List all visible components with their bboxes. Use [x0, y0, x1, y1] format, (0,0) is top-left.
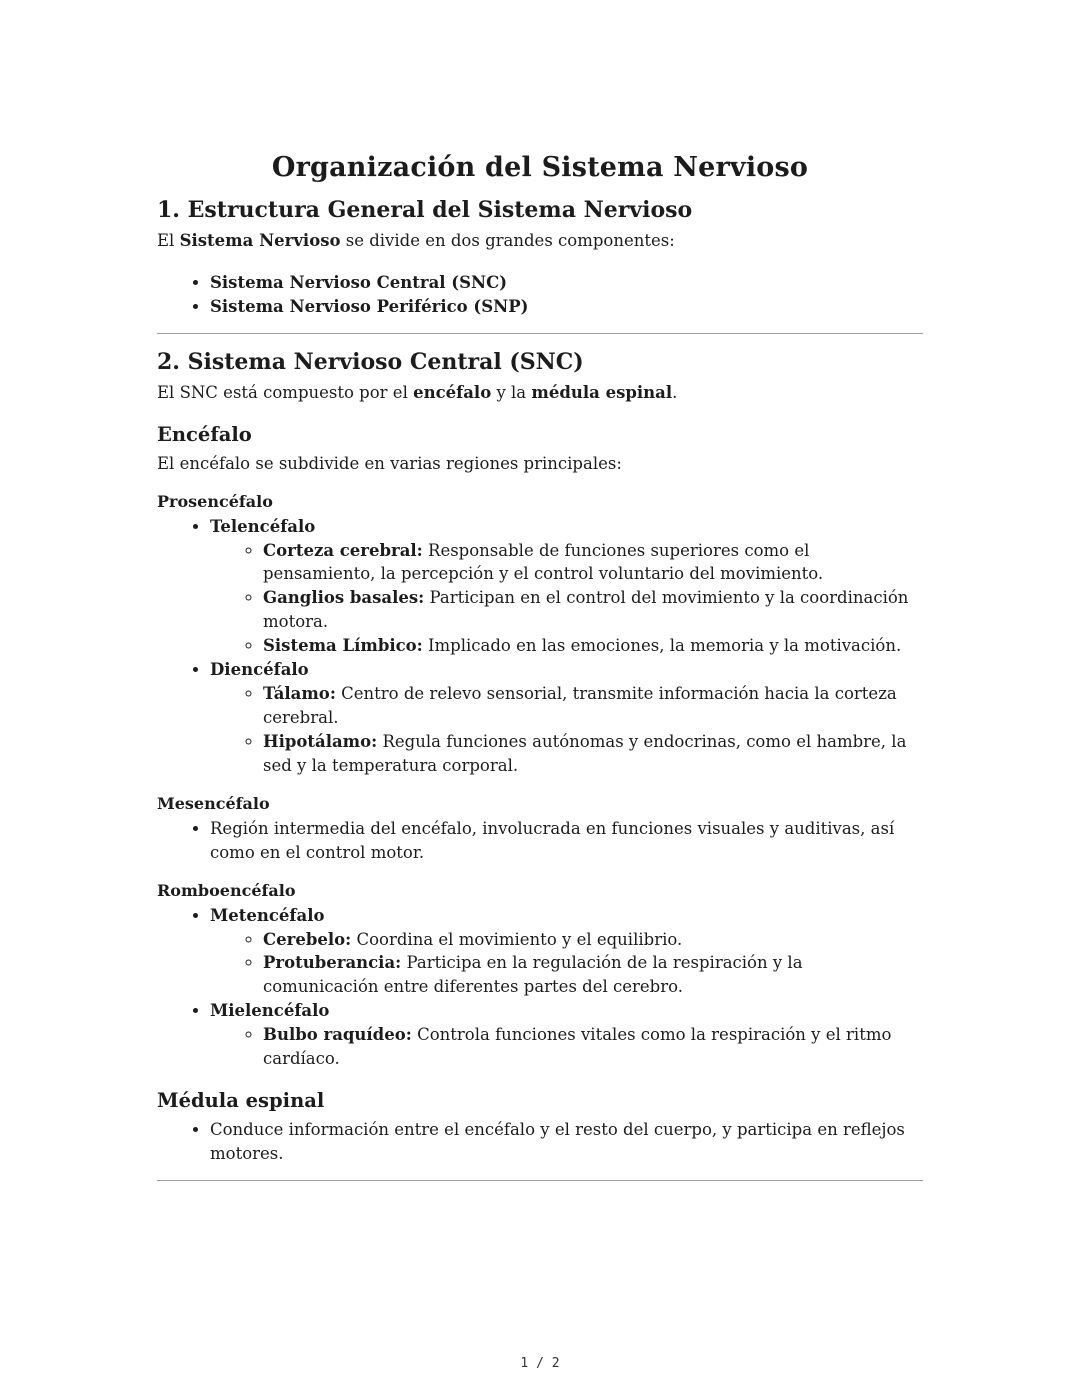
term-desc: Coordina el movimiento y el equilibrio.: [351, 929, 683, 949]
diencefalo-item: [210, 658, 923, 778]
nervous-system-components-list: [157, 271, 923, 319]
section-1-heading: 1. Estructura General del Sistema Nervioso: [157, 197, 693, 223]
metencefalo-sublist: [210, 928, 923, 1000]
talamo-item: [263, 682, 923, 730]
protuberancia-item: [263, 951, 923, 999]
prosencefalo-list: [157, 515, 923, 778]
term: Ganglios basales:: [263, 588, 425, 608]
intro-bold-encefalo: encéfalo: [413, 382, 492, 402]
prosencefalo-heading: Prosencéfalo: [157, 491, 273, 511]
page-number: 1 / 2: [520, 1356, 560, 1371]
telencefalo-sublist: [210, 539, 923, 659]
term: Protuberancia:: [263, 953, 402, 973]
ganglios-basales-item: [263, 586, 923, 634]
telencefalo-label: Telencéfalo: [210, 516, 316, 536]
intro-bold-term: Sistema Nervioso: [179, 231, 341, 250]
mielencefalo-item: [210, 999, 923, 1071]
list-item-snc: • Sistema Nervioso Central (SNC): [210, 271, 923, 295]
intro-text-pre: El: [157, 231, 180, 250]
intro-text-post: .: [672, 382, 678, 402]
medula-espinal-item: • Conduce información entre el encéfalo y el resto del cuerpo, y participa en reflejos motores.: [210, 1118, 923, 1166]
section-1-intro: [157, 229, 923, 253]
section-divider-top: [157, 333, 923, 334]
term: Corteza cerebral:: [263, 540, 423, 560]
intro-text-post: se divide en dos grandes componentes:: [340, 231, 675, 250]
term: Sistema Límbico:: [263, 636, 423, 656]
bulbo-raquideo-item: [263, 1023, 923, 1071]
metencefalo-label: Metencéfalo: [210, 905, 325, 925]
term: Hipotálamo:: [263, 731, 378, 751]
term: Tálamo:: [263, 684, 336, 704]
section-2-heading: 2. Sistema Nervioso Central (SNC): [157, 348, 584, 375]
term-desc: Centro de relevo sensorial, transmite información hacia la corteza cerebral.: [263, 684, 897, 727]
term-desc: Regula funciones autónomas y endocrinas, como el hambre, la sed y la temperatura corporal.: [263, 731, 907, 775]
telencefalo-item: [210, 515, 923, 659]
term: Cerebelo:: [263, 929, 352, 949]
encefalo-heading: Encéfalo: [157, 422, 252, 446]
hipotalamo-item: [263, 730, 923, 778]
medula-espinal-heading: Médula espinal: [157, 1089, 325, 1113]
medula-espinal-list: [157, 1118, 923, 1166]
romboencefalo-heading: Romboencéfalo: [157, 880, 296, 900]
document-title: Organización del Sistema Nervioso: [271, 152, 809, 183]
encefalo-intro: El encéfalo se subdivide en varias regiones principales:: [157, 453, 622, 473]
mielencefalo-sublist: [210, 1023, 923, 1071]
cerebelo-item: [263, 928, 923, 952]
term-desc: Responsable de funciones superiores como el pensamiento, la percepción y el control voluntario del movimiento.: [263, 540, 824, 584]
term: Bulbo raquídeo:: [263, 1025, 412, 1045]
mesencefalo-heading: Mesencéfalo: [157, 793, 270, 813]
mesencefalo-item: • Región intermedia del encéfalo, involucrada en funciones visuales y auditivas, así como en el control motor.: [210, 817, 923, 865]
sistema-limbico-item: [263, 634, 923, 658]
intro-bold-medula: médula espinal: [531, 382, 673, 402]
mielencefalo-label: Mielencéfalo: [210, 1001, 330, 1021]
mesencefalo-list: [157, 817, 923, 865]
section-2-intro: [157, 381, 923, 405]
metencefalo-item: [210, 904, 923, 1000]
diencefalo-label: Diencéfalo: [210, 660, 309, 680]
term-desc: Participan en el control del movimiento y la coordinación motora.: [263, 588, 909, 632]
diencefalo-sublist: [210, 682, 923, 778]
intro-text-mid: y la: [491, 382, 532, 402]
section-divider-bottom: [157, 1180, 923, 1181]
term-desc: Participa en la regulación de la respiración y la comunicación entre diferentes partes del cerebro.: [263, 953, 803, 997]
intro-text-pre: El SNC está compuesto por el: [157, 382, 414, 402]
corteza-cerebral-item: [263, 539, 923, 587]
romboencefalo-list: [157, 904, 923, 1071]
term-desc: Controla funciones vitales como la respiración y el ritmo cardíaco.: [263, 1025, 892, 1069]
term-desc: Implicado en las emociones, la memoria y la motivación.: [422, 636, 902, 656]
list-item-snp: • Sistema Nervioso Periférico (SNP): [210, 295, 923, 319]
